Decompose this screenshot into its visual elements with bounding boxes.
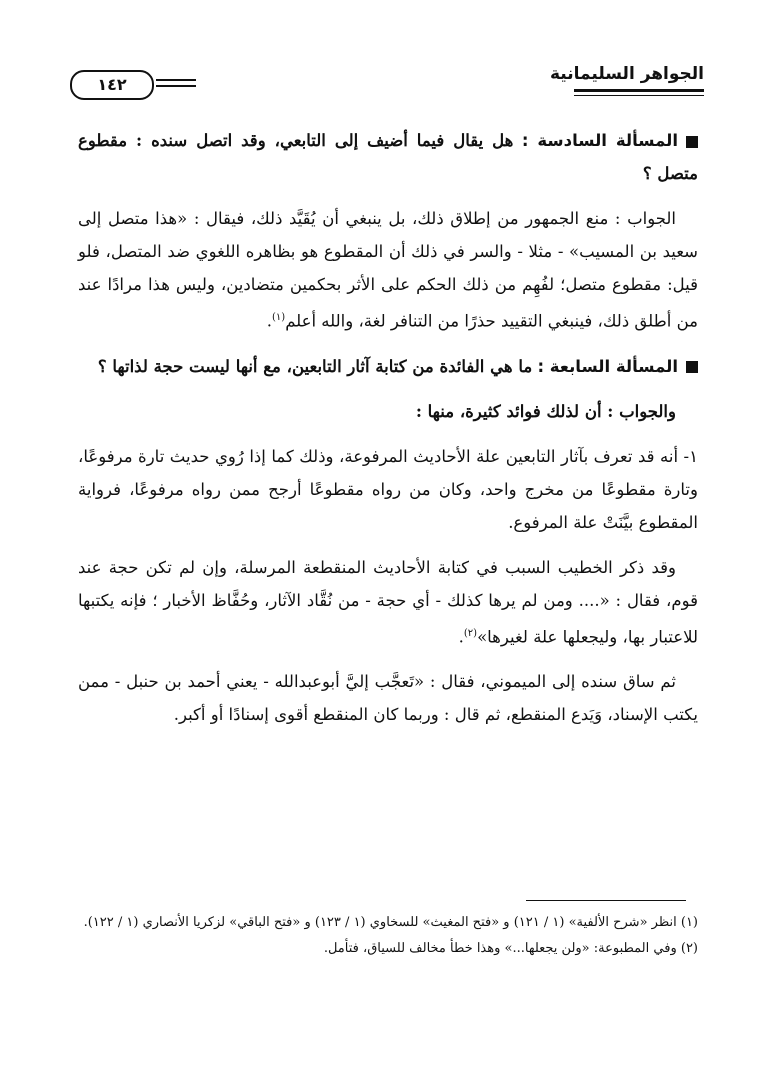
section7-maymuni: ثم ساق سنده إلى الميموني، فقال : «تَعجَّب إليَّ أبوعبدالله - يعني أحمد بن حنبل - ممن يكتب الإسناد، وَيَدع المنقطع، ثم قال : وربما كان المنقطع أقوى إسنادًا أو أكبر. [78, 672, 698, 724]
footnote-separator [526, 900, 686, 901]
header-rule-thin [574, 95, 704, 96]
section7-answer-intro: والجواب : أن لذلك فوائد كثيرة، منها : [415, 401, 676, 421]
section7-label: المسألة السابعة : [537, 356, 678, 376]
footnote-1: (١) انظر «شرح الألفية» (١ / ١٢١) و «فتح المغيث» للسخاوي (١ / ١٢٣) و «فتح الباقي» لزكريا الأنصاري (١ / ١٢٢). [83, 915, 698, 930]
section7-point1: ١- أنه قد تعرف بآثار التابعين علة الأحاديث المرفوعة، وذلك كما إذا رُوي حديث تارة مرفوعًا، وتارة مقطوعًا من مخرج واحد، وكان من رواه مقطوعًا أرجح ممن رواه مرفوعًا، فرواية المقطوع بيَّنَتْ علة المرفوع. [78, 446, 698, 532]
section7-question [78, 350, 698, 383]
running-title: الجواهر السليمانية [549, 64, 704, 84]
section7-khatib [78, 551, 698, 654]
section6-answer [78, 202, 698, 338]
footnote-ref-1: (١) [272, 312, 286, 323]
page-number-rule-top [156, 79, 196, 81]
section6-question-text: هل يقال فيما أضيف إلى التابعي، وقد اتصل سنده : مقطوع متصل ؟ [78, 131, 698, 183]
header-rule [574, 89, 704, 92]
square-bullet-icon [686, 136, 698, 148]
section6-answer-text: الجواب : منع الجمهور من إطلاق ذلك، بل ينبغي أن يُقَيَّد ذلك، فيقال : «هذا متصل إلى سعيد بن المسيب» - مثلا - والسر في ذلك أن المقطوع هو بظاهره اللغوي ضد المتصل، فلو قيل: مقطوع متصل؛ لفُهِم من ذلك الحكم على الأثر بحكمين متضادين، وليس هذا مرادًا عند من أطلق ذلك، فينبغي التقييد حذرًا من التنافر لغة، والله أعلم [78, 209, 698, 331]
footnote-2: (٢) وفي المطبوعة: «ولن يجعلها...» وهذا خطأ مخالف للسياق، فتأمل. [323, 941, 698, 956]
section6-question [78, 124, 698, 190]
footnote-ref-2: (٢) [463, 627, 478, 639]
footnotes [78, 910, 698, 962]
section6-label: المسألة السادسة : [521, 131, 679, 150]
section7-khatib-end: . [458, 627, 464, 646]
page-header [70, 64, 704, 104]
square-bullet-icon [686, 361, 698, 373]
section6-answer-end: . [266, 311, 272, 331]
page-number: ١٤٢ [70, 70, 154, 100]
main-text [78, 124, 698, 743]
section7-khatib-text: وقد ذكر الخطيب السبب في كتابة الأحاديث المنقطعة المرسلة، وإن لم تكن حجة عند قوم، فقال : «.... ومن لم يرها كذلك - أي حجة - من نُقَّاد الآثار، وحُفَّاظ الأخبار ؛ فإنه يكتبها للاعتبار بها، وليجعلها علة لغيرها» [78, 557, 698, 646]
section7-question-text: ما هي الفائدة من كتابة آثار التابعين، مع أنها ليست حجة لذاتها ؟ [97, 356, 533, 376]
page-number-rule-bottom [156, 85, 196, 87]
